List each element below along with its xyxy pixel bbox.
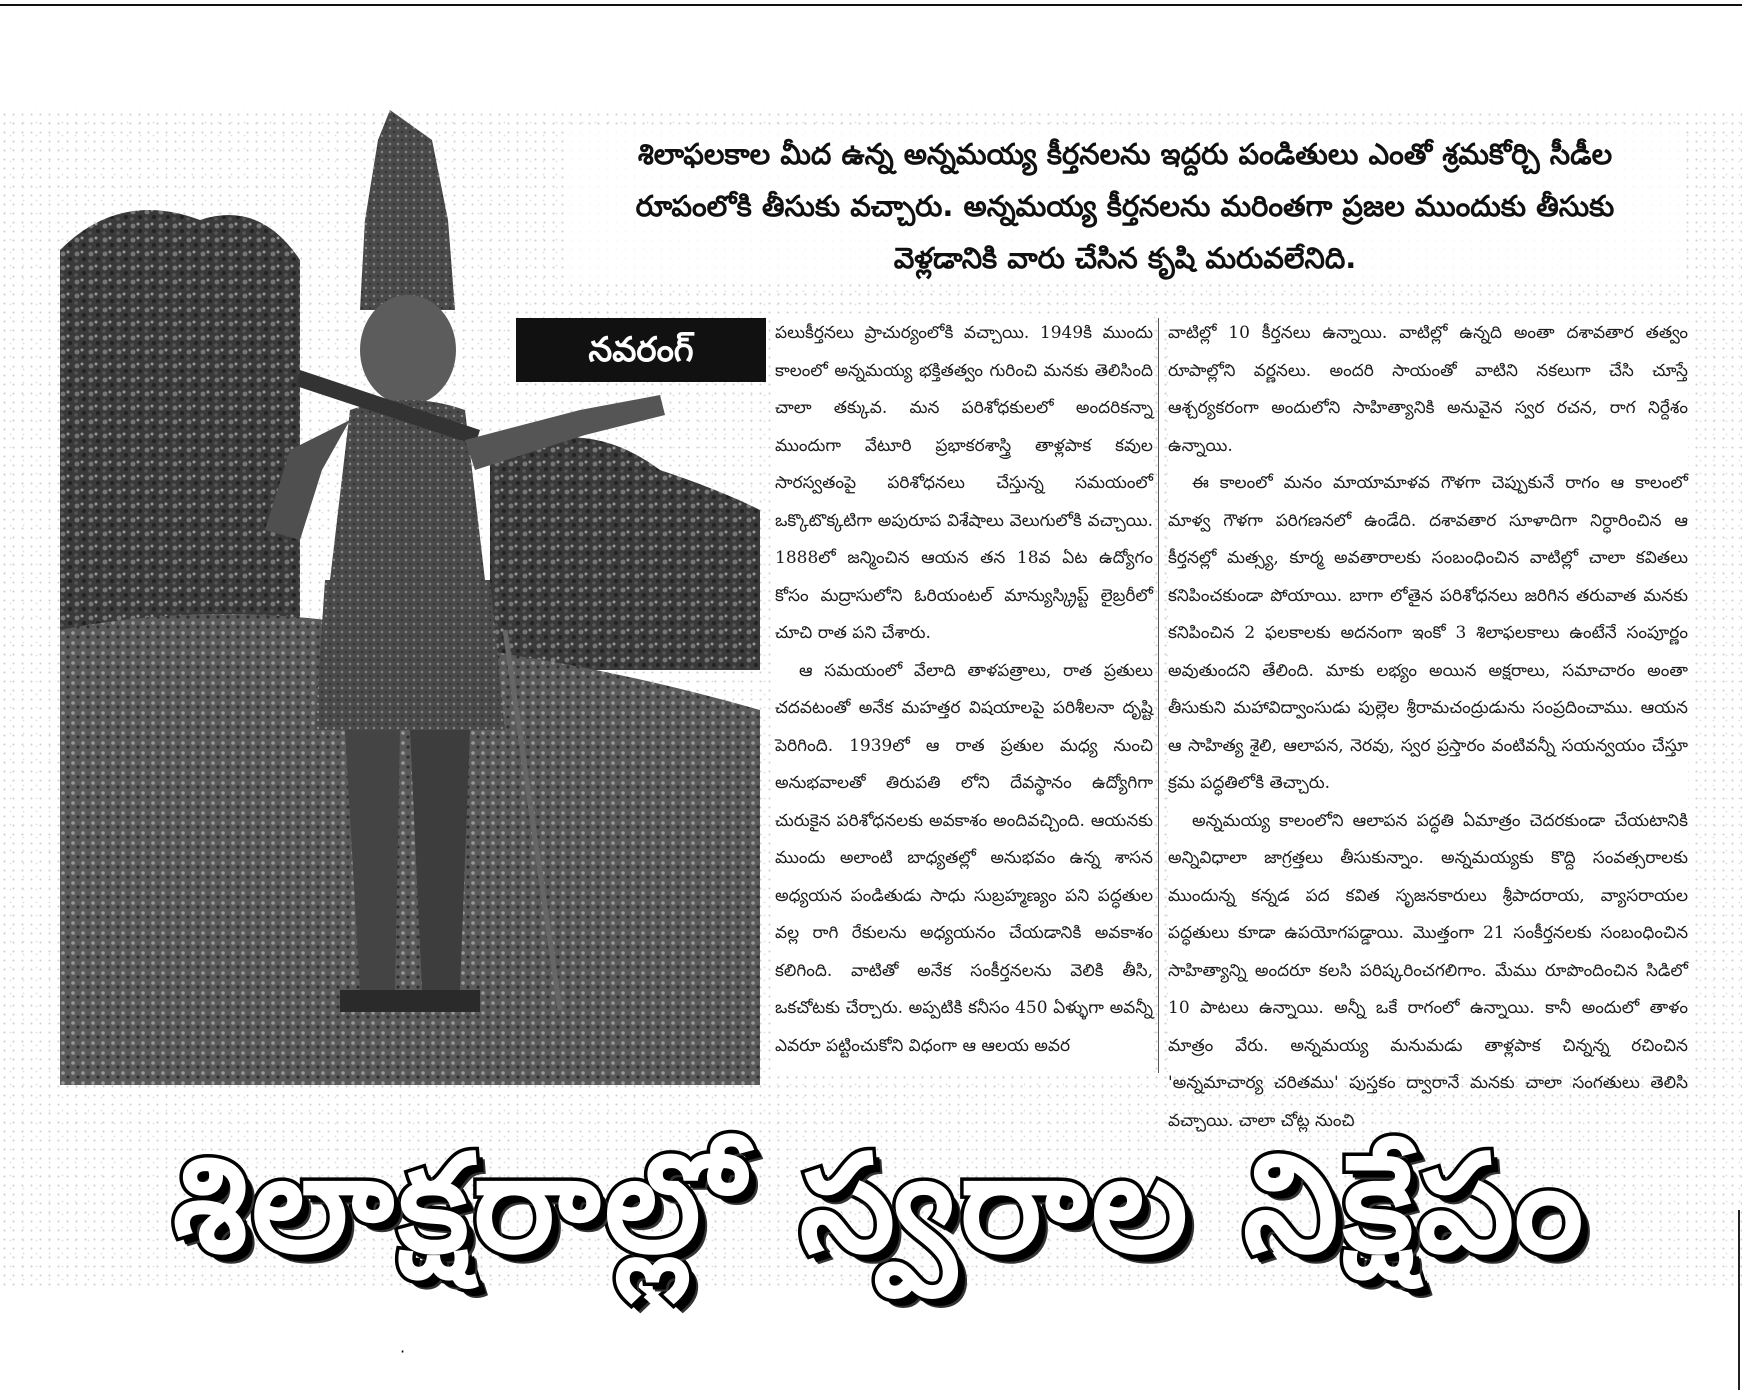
column-1-paragraph-2: ఆ సమయంలో వేలాది తాళపత్రాలు, రాత ప్రతులు చదవటంతో అనేక మహత్తర విషయాలపై పరిశీలనా దృష్టి పెరిగింది. 1939లో ఆ రాత ప్రతుల మధ్య నుంచి అనుభవాలతో తిరుపతి లోని దేవస్థానం ఉద్యోగిగా చురుకైన పరిశోధనలకు అవకాశం అందివచ్చింది. ఆయనకు ముందు అలాంటి బాధ్యతల్లో అనుభవం ఉన్న శాసన అధ్యయన పండితుడు సాధు సుబ్రహ్మణ్యం పని పద్ధతుల వల్ల రాగి రేకులను అధ్యయనం చేయడానికి అవకాశం కలిగింది. వాటితో అనేక సంకీర్తనలను వెలికి తీసి, ఒకచోటకు చేర్చారు. అప్పటికి కనీసం 450 ఏళ్ళుగా అవన్నీ ఎవరూ పట్టించుకోని విధంగా ఆ ఆలయ అవర (775, 660, 1153, 1056)
article-column-2 (1168, 315, 1688, 1131)
deck-line-1: శిలాఫలకాల మీద ఉన్న అన్నమయ్య కీర్తనలను ఇద్దరు పండితులు ఎంతో శ్రమకోర్చి సీడీల (637, 137, 1613, 171)
column-2-paragraph-1: వాటిల్లో 10 కీర్తనలు ఉన్నాయి. వాటిల్లో ఉన్నది అంతా దశావతార తత్వం రూపాల్లోని వర్ణనలు. అందరి సాయంతో వాటిని నకలుగా చేసి చూస్తే ఆశ్చర్యకరంగా అందులోని సాహిత్యానికి అనువైన స్వర రచన, రాగ నిర్దేశం ఉన్నాయి. (1168, 323, 1688, 456)
column-2-paragraph-3: అన్నమయ్య కాలంలోని ఆలాపన పద్ధతి ఏమాత్రం చెదరకుండా చేయటానికి అన్నివిధాలా జాగ్రత్తలు తీసుకున్నాం. అన్నమయ్యకు కొద్ది సంవత్సరాలకు ముందున్న కన్నడ పద కవిత సృజనకారులు శ్రీపాదరాయ, వ్యాసరాయల పద్ధతులు కూడా ఉపయోగపడ్డాయి. మొత్తంగా 21 సంకీర్తనలకు సంబంధించిన సాహిత్యాన్ని అందరూ కలసి పరిష్కరించగలిగాం. మేము రూపొందించిన సిడిలో 10 పాటలు ఉన్నాయి. అన్నీ ఒకే రాగంలో ఉన్నాయి. కానీ అందులో తాళం మాత్రం వేరు. అన్నమయ్య మనుమడు తాళ్లపాక చిన్నన్న రచించిన 'అన్నమాచార్య చరితము' పుస్తకం ద్వారానే మనకు చాలా సంగతులు తెలిసి వచ్చాయి. చాలా చోట్ల నుంచి (1168, 810, 1688, 1131)
article-column-1 (775, 315, 1153, 1075)
deck-line-3: వెళ్లడానికి వారు చేసిన కృషి మరువలేనిది. (893, 241, 1357, 275)
top-rule (0, 4, 1742, 6)
article-deck (565, 128, 1685, 284)
column-1-paragraph-1: పలుకీర్తనలు ప్రాచుర్యంలోకి వచ్చాయి. 1949కి ముందు కాలంలో అన్నమయ్య భక్తితత్వం గురించి మనకు తెలిసింది చాలా తక్కువ. మన పరిశోధకులలో అందరికన్నా ముందుగా వేటూరి ప్రభాకరశాస్త్రి తాళ్లపాక కవుల సారస్వతంపై పరిశోధనలు చేస్తున్న సమయంలో ఒక్కొటొక్కటిగా అపురూప విశేషాలు వెలుగులోకి వచ్చాయి. 1888లో జన్మించిన ఆయన తన 18వ ఏట ఉద్యోగం కోసం మద్రాసులోని ఓరియంటల్ మాన్యుస్క్రిప్ట్ లైబ్రరీలో చూచి రాత పని చేశారు. (775, 323, 1153, 643)
page-edge-rule (1738, 1210, 1740, 1390)
column-2-paragraph-2: ఈ కాలంలో మనం మాయామాళవ గౌళగా చెప్పుకునే రాగం ఆ కాలంలో మాళ్వ గౌళగా పరిగణనలో ఉండేది. దశావతార సూళాదిగా నిర్ధారించిన ఆ కీర్తనల్లో మత్స్య, కూర్మ అవతారాలకు సంబంధించిన వాటిల్లో చాలా కవితలు కనిపించకుండా పోయాయి. బాగా లోతైన పరిశోధనలు జరిగిన తరువాత మనకు కనిపించిన 2 ఫలకాలకు అదనంగా ఇంకో 3 శిలాఫలకాలు ఉంటేనే సంపూర్ణం అవుతుందని తేలింది. మాకు లభ్యం అయిన అక్షరాలు, సమాచారం అంతా తీసుకుని మహావిద్వాంసుడు పుల్లెల శ్రీరామచంద్రుడును సంప్రదించాము. ఆయన ఆ సాహిత్య శైలి, ఆలాపన, నెరవు, స్వర ప్రస్తారం వంటివన్నీ సయన్వయం చేస్తూ క్రమ పద్ధతిలోకి తెచ్చారు. (1168, 473, 1688, 793)
deck-line-2: రూపంలోకి తీసుకు వచ్చారు. అన్నమయ్య కీర్తనలను మరింతగా ప్రజల ముందుకు తీసుకు (635, 189, 1615, 223)
scan-speck: · (400, 1342, 406, 1361)
section-tag: నవరంగ్ (516, 318, 766, 382)
column-divider (1158, 318, 1159, 1073)
article-headline: శిలాక్షరాల్లో స్వరాల నిక్షేపం (172, 1126, 1588, 1284)
